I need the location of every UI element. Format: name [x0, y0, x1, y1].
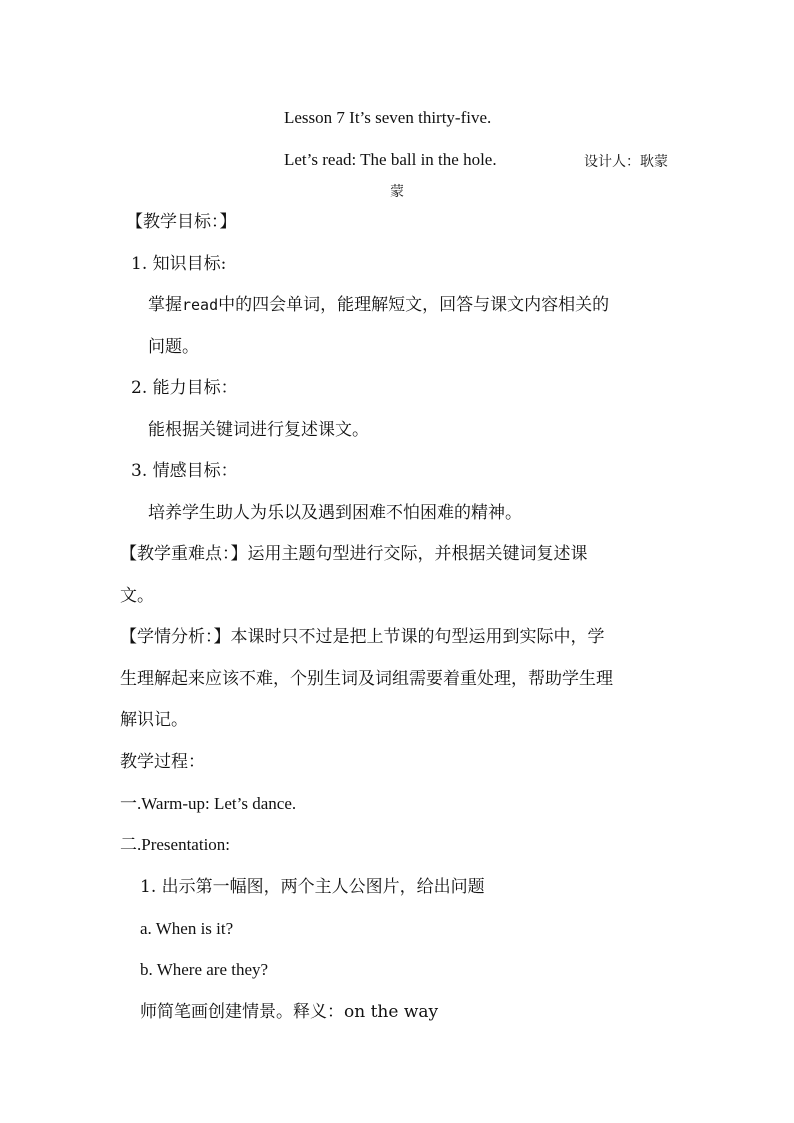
- objectives-heading: 【教学目标：】: [126, 212, 237, 232]
- question-a: a. When is it?: [140, 919, 234, 938]
- key-points-line-1: 【教学重难点：】运用主题句型进行交际，并根据关键词复述课: [120, 544, 588, 564]
- knowledge-objective-text-cont: 问题。: [148, 337, 199, 357]
- analysis-line-2: 生理解起来应该不难，个别生词及词组需要着重处理，帮助学生理: [120, 669, 613, 689]
- teacher-note: 师简笔画创建情景。释义：on the way: [140, 1002, 439, 1022]
- analysis-line-3: 解识记。: [120, 710, 188, 730]
- analysis-line-1: 【学情分析：】本课时只不过是把上节课的句型运用到实际中，学: [120, 627, 605, 647]
- warm-up-step: 一.Warm-up: Let’s dance.: [120, 794, 297, 813]
- reading-subtitle: Let’s read: The ball in the hole.: [284, 150, 497, 169]
- process-heading: 教学过程：: [120, 752, 205, 772]
- emotion-objective-text: 培养学生助人为乐以及遇到困难不怕困难的精神。: [148, 503, 522, 523]
- lesson-title: Lesson 7 It’s seven thirty-five.: [284, 108, 492, 127]
- emotion-objective-label: 3. 情感目标：: [131, 461, 238, 481]
- presentation-step: 二.Presentation:: [120, 835, 231, 854]
- knowledge-text-code: read: [182, 296, 219, 314]
- ability-objective-text: 能根据关键词进行复述课文。: [148, 420, 369, 440]
- designer-credit: 设计人：耿蒙: [584, 154, 668, 170]
- designer-credit-wrap: 蒙: [390, 184, 404, 200]
- knowledge-objective-label: 1. 知识目标:: [131, 254, 227, 274]
- key-points-line-2: 文。: [120, 586, 154, 606]
- question-b: b. Where are they?: [140, 960, 269, 979]
- knowledge-text-pre: 掌握: [148, 295, 182, 315]
- knowledge-text-post: 中的四会单词，能理解短文，回答与课文内容相关的: [218, 295, 610, 315]
- ability-objective-label: 2. 能力目标：: [131, 378, 238, 398]
- knowledge-objective-text: [148, 294, 609, 316]
- presentation-item-1: 1. 出示第一幅图，两个主人公图片，给出问题: [140, 877, 485, 897]
